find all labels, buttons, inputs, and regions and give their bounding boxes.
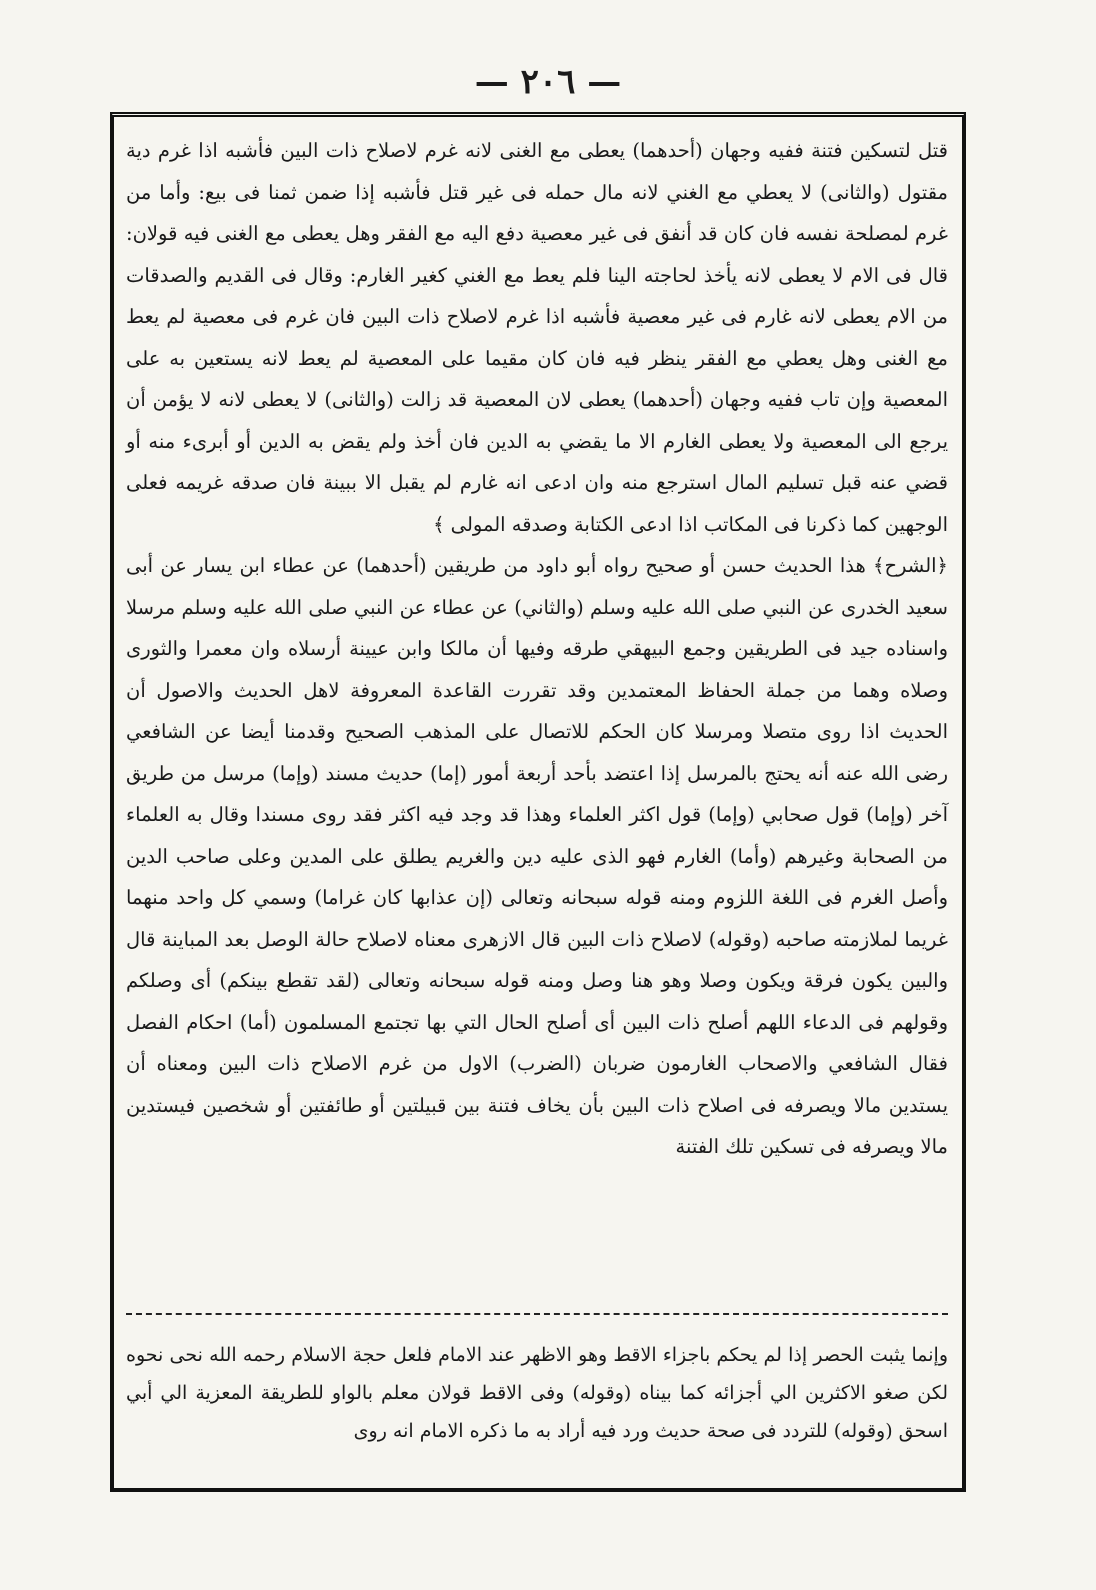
footnote-paragraph: وإنما يثبت الحصر إذا لم يحكم باجزاء الاقط وهو الاظهر عند الامام فلعل حجة الاسلام رحمه الله نحى نحوه لكن صغو الاكثرين الي أجزائه كما بيناه (وقوله) وفى الاقط قولان معلم بالواو للطريقة المعزية الي أبي اسحق (وقوله) للتردد فى صحة حديث ورد فيه أراد به ما ذكره الامام انه روى	[126, 1344, 948, 1442]
page-number: — ٢٠٦ —	[474, 62, 622, 102]
main-body	[126, 130, 948, 1168]
matn-paragraph: قتل لتسكين فتنة ففيه وجهان (أحدهما) يعطى مع الغنى لانه غرم لاصلاح ذات البين فأشبه اذا غرم دية مقتول (والثانى) لا يعطي مع الغني لانه مال حمله فى غير قتل فأشبه إذا ضمن ثمنا فى بيع: وأما من غرم لمصلحة نفسه فان كان قد أنفق فى غير معصية دفع اليه مع الفقر وهل يعطى مع الغنى فيه قولان: قال فى الام لا يعطى لانه يأخذ لحاجته الينا فلم يعط مع الغني كغير الغارم: وقال فى القديم والصدقات من الام يعطى لانه غارم فى غير معصية فأشبه اذا غرم لاصلاح ذات البين فان غرم فى معصية لم يعط مع الغنى وهل يعطي مع الفقر ينظر فيه فان كان مقيما على المعصية لم يعط لانه يستعين به على المعصية وإن تاب ففيه وجهان (أحدهما) يعطى لان المعصية قد زالت (والثانى) لا يعطى لانه لا يؤمن أن يرجع الى المعصية ولا يعطى الغارم الا ما يقضي به الدين فان أخذ ولم يقض به الدين أو أبرىء منه أو قضي عنه قبل تسليم المال استرجع منه وان ادعى انه غارم لم يقبل الا ببينة فان صدقه غريمه فعلى الوجهين كما ذكرنا فى المكاتب اذا ادعى الكتابة وصدقه المولى ﴾	[126, 139, 948, 536]
commentary-paragraph: ﴿الشرح﴾ هذا الحديث حسن أو صحيح رواه أبو داود من طريقين (أحدهما) عن عطاء ابن يسار عن أبى سعيد الخدرى عن النبي صلى الله عليه وسلم (والثاني) عن عطاء عن النبي صلى الله عليه وسلم مرسلا واسناده جيد فى الطريقين وجمع البيهقي طرقه وفيها أن مالكا وابن عيينة أرسلاه وان معمرا والثورى وصلاه وهما من جملة الحفاظ المعتمدين وقد تقررت القاعدة المعروفة لاهل الحديث والاصول أن الحديث اذا روى متصلا ومرسلا كان الحكم للاتصال على المذهب الصحيح وقدمنا أيضا عن الشافعي رضى الله عنه أنه يحتج بالمرسل إذا اعتضد بأحد أربعة أمور (إما) حديث مسند (وإما) مرسل من طريق آخر (وإما) قول صحابي (وإما) قول اكثر العلماء وهذا قد وجد فيه اكثر فقد روى مسندا وقال به العلماء من الصحابة وغيرهم (وأما) الغارم فهو الذى عليه دين والغريم يطلق على المدين وعلى صاحب الدين وأصل الغرم فى اللغة اللزوم ومنه قوله سبحانه وتعالى (إن عذابها كان غراما) وسمي كل واحد منهما غريما لملازمته صاحبه (وقوله) لاصلاح ذات البين قال الازهرى معناه لاصلاح حالة الوصل بعد المباينة قال والبين يكون فرقة ويكون وصلا وهو هنا وصل ومنه قوله سبحانه وتعالى (لقد تقطع بينكم) أى وصلكم وقولهم فى الدعاء اللهم أصلح ذات البين أى أصلح الحال التي بها تجتمع المسلمون (أما) احكام الفصل فقال الشافعي والاصحاب الغارمون ضربان (الضرب) الاول من غرم الاصلاح ذات البين ومعناه أن يستدين مالا ويصرفه فى اصلاح ذات البين بأن يخاف فتنة بين قبيلتين أو طائفتين أو شخصين فيستدين مالا ويصرفه فى تسكين تلك الفتنة	[126, 554, 949, 1158]
footnote-section	[126, 1336, 948, 1450]
footnote-divider	[126, 1313, 948, 1315]
